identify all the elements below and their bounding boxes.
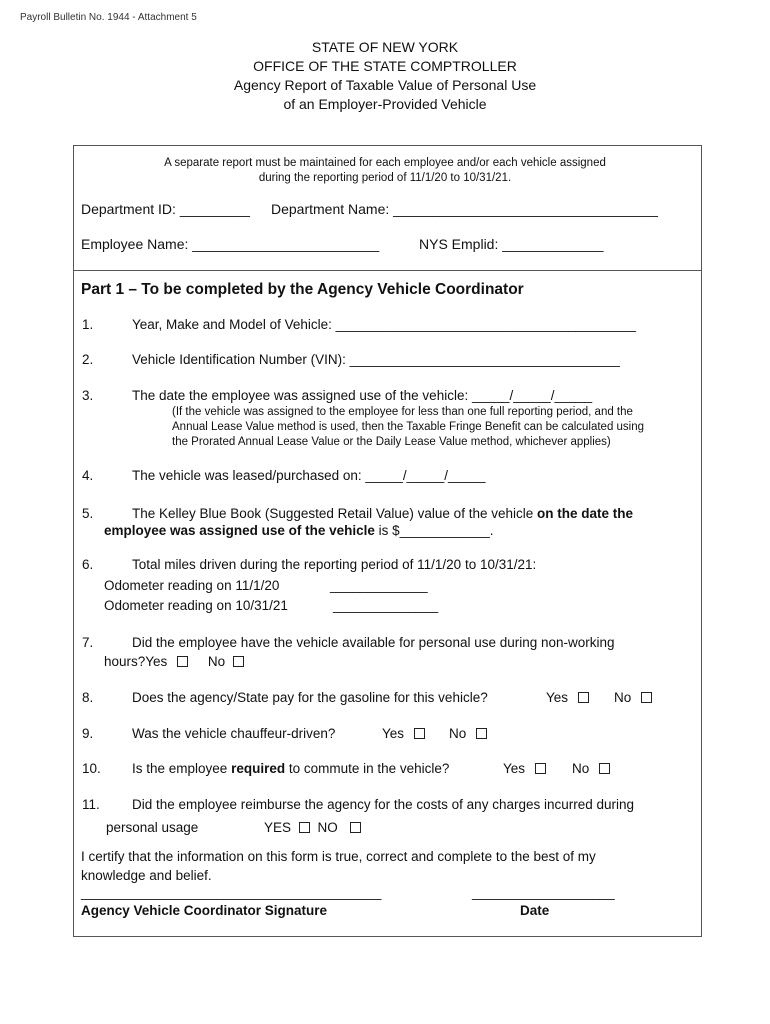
- q9-yes-label: Yes: [382, 726, 405, 741]
- q9-yes-checkbox[interactable]: [414, 728, 425, 739]
- q11-options: [264, 820, 363, 835]
- bulletin-reference: Payroll Bulletin No. 1944 - Attachment 5: [20, 12, 197, 23]
- certify-line-2: knowledge and belief.: [81, 868, 212, 883]
- q11-no-label: NO: [317, 820, 338, 835]
- q8-yes-label: Yes: [546, 690, 569, 705]
- q3-note-line-2: Annual Lease Value method is used, then the Taxable Fringe Benefit can be calculated using: [172, 421, 645, 433]
- q7-number: 7.: [82, 635, 94, 650]
- q11-yes-checkbox[interactable]: [299, 822, 310, 833]
- instruction-line-2: during the reporting period of 11/1/20 to 10/31/21.: [258, 172, 512, 184]
- q2-vin-field[interactable]: Vehicle Identification Number (VIN): ____________________________________: [132, 352, 620, 367]
- q10-yes-label: Yes: [503, 761, 526, 776]
- q9-number: 9.: [82, 726, 94, 741]
- q11-text-line-2: personal usage: [106, 820, 199, 835]
- q6-odometer-start-field[interactable]: _____________: [330, 578, 428, 593]
- q8-no-checkbox[interactable]: [641, 692, 652, 703]
- q5-number: 5.: [82, 506, 94, 521]
- q1-number: 1.: [82, 317, 94, 332]
- date-label: Date: [520, 903, 550, 918]
- form-border: [73, 145, 702, 937]
- q8-yes-checkbox[interactable]: [578, 692, 589, 703]
- q3-number: 3.: [82, 388, 94, 403]
- q6-number: 6.: [82, 557, 94, 572]
- q8-no-option: [614, 690, 654, 705]
- q11-no-checkbox[interactable]: [350, 822, 361, 833]
- q8-yes-option: [546, 690, 591, 705]
- q1-vehicle-model-field[interactable]: Year, Make and Model of Vehicle: ________________________________________: [132, 317, 636, 332]
- q11-yes-label: YES: [264, 820, 292, 835]
- q8-number: 8.: [82, 690, 94, 705]
- instruction-line-1: A separate report must be maintained for each employee and/or each vehicle assigned: [164, 157, 606, 169]
- q7-text-line-1: Did the employee have the vehicle available for personal use during non-working: [132, 635, 615, 650]
- q6-odometer-end-label: Odometer reading on 10/31/21: [104, 598, 288, 613]
- title-report: Agency Report of Taxable Value of Personal Use: [233, 77, 537, 93]
- q7-no-checkbox[interactable]: [233, 656, 244, 667]
- q5-text-line-2[interactable]: [104, 523, 493, 538]
- q5-bold-a: on the date the: [537, 506, 634, 521]
- q10-yes-option: [503, 761, 548, 776]
- q5-bold-b: employee was assigned use of the vehicle: [104, 523, 375, 538]
- department-name-field[interactable]: Department Name: __________________________________: [271, 201, 658, 217]
- signature-label: Agency Vehicle Coordinator Signature: [81, 903, 328, 918]
- certify-line-1: I certify that the information on this form is true, correct and complete to the best of my: [81, 849, 596, 864]
- department-id-field[interactable]: Department ID: _________: [81, 201, 250, 217]
- signature-line[interactable]: ________________________________________: [81, 885, 382, 900]
- emplid-field[interactable]: NYS Emplid: _____________: [419, 236, 604, 252]
- q11-number: 11.: [82, 797, 100, 812]
- q10-no-option: [572, 761, 612, 776]
- q8-no-label: No: [614, 690, 632, 705]
- title-office: OFFICE OF THE STATE COMPTROLLER: [253, 58, 517, 74]
- q2-number: 2.: [82, 352, 94, 367]
- q7-yes-label: hours?Yes: [104, 654, 168, 669]
- q5-value-field[interactable]: is $____________.: [374, 523, 494, 538]
- q10-no-label: No: [572, 761, 590, 776]
- q4-number: 4.: [82, 468, 94, 483]
- q9-no-checkbox[interactable]: [476, 728, 487, 739]
- q6-odometer-end-field[interactable]: ______________: [333, 598, 439, 613]
- q7-yes-checkbox[interactable]: [177, 656, 188, 667]
- q8-text: Does the agency/State pay for the gasoline for this vehicle?: [132, 690, 488, 705]
- title-subject: of an Employer-Provided Vehicle: [283, 96, 487, 112]
- q10-number: 10.: [82, 761, 101, 776]
- q11-text-line-1: Did the employee reimburse the agency for the costs of any charges incurred during: [132, 797, 635, 812]
- q3-assigned-date-field[interactable]: The date the employee was assigned use of the vehicle: _____/_____/_____: [132, 388, 593, 403]
- q3-note-line-3: the Prorated Annual Lease Value or the Daily Lease Value method, whichever applies): [172, 436, 611, 448]
- part1-heading: Part 1 – To be completed by the Agency Vehicle Coordinator: [81, 281, 524, 298]
- q4-leased-date-field[interactable]: The vehicle was leased/purchased on: _____/_____/_____: [132, 468, 486, 483]
- q10-text: [132, 761, 449, 776]
- q6-text: Total miles driven during the reporting period of 11/1/20 to 10/31/21:: [132, 557, 537, 572]
- q7-text-line-2: [104, 654, 246, 669]
- date-line[interactable]: ___________________: [472, 885, 615, 900]
- section-divider: [73, 270, 702, 271]
- q9-no-option: [449, 726, 489, 741]
- q3-note-line-1: (If the vehicle was assigned to the employee for less than one full reporting period, and the: [172, 406, 633, 418]
- q10-no-checkbox[interactable]: [599, 763, 610, 774]
- q10-text-a: Is the employee: [132, 761, 232, 776]
- q7-no-label: No: [207, 654, 226, 669]
- q5-text-line-1: [132, 506, 633, 521]
- employee-name-field[interactable]: Employee Name: ________________________: [81, 236, 380, 252]
- q9-no-label: No: [449, 726, 467, 741]
- q10-bold: required: [231, 761, 286, 776]
- q10-text-b: to commute in the vehicle?: [285, 761, 450, 776]
- q5-text-a: The Kelley Blue Book (Suggested Retail Value) value of the vehicle: [132, 506, 537, 521]
- title-state: STATE OF NEW YORK: [311, 39, 459, 55]
- q9-yes-option: [382, 726, 427, 741]
- q10-yes-checkbox[interactable]: [535, 763, 546, 774]
- q9-text: Was the vehicle chauffeur-driven?: [132, 726, 336, 741]
- q6-odometer-start-label: Odometer reading on 11/1/20: [104, 578, 280, 593]
